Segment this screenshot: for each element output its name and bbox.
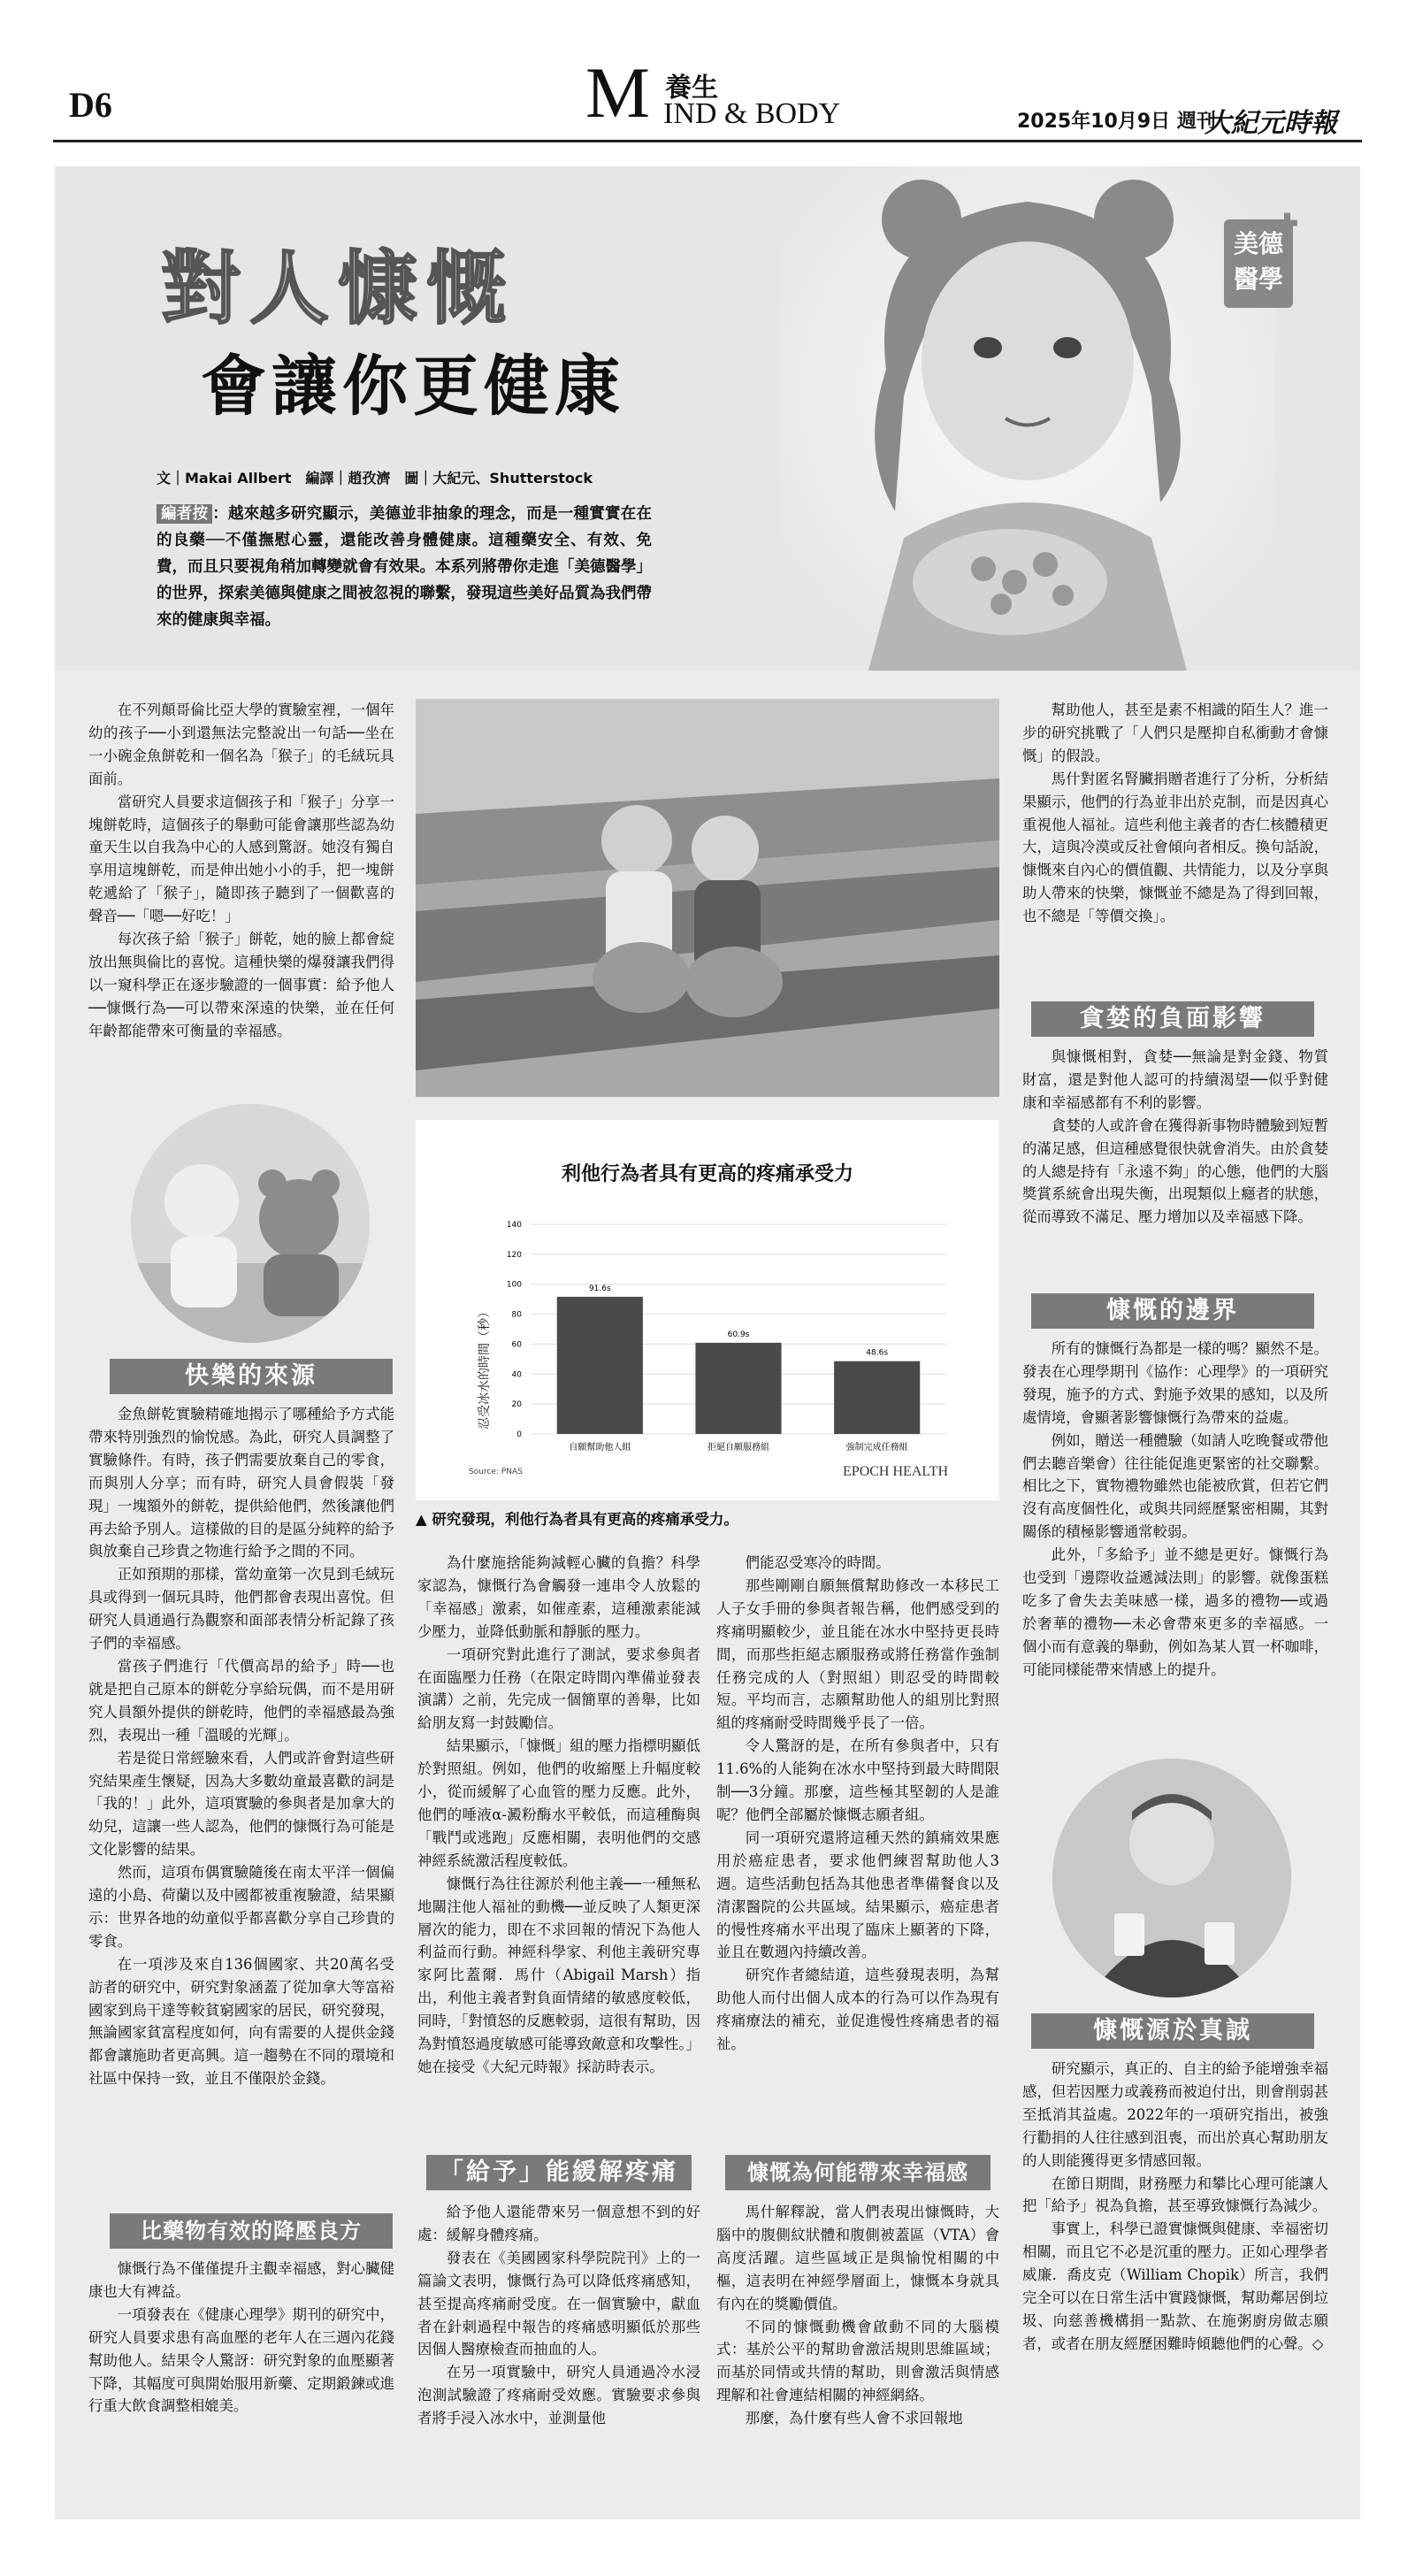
- column-1: [88, 699, 394, 1043]
- heading-greed: 貪婪的負面影響: [1031, 1001, 1314, 1037]
- paragraph: 所有的慷慨行為都是一樣的嗎？顯然不是。發表在心理學期刊《協作：心理學》的一項研究發現，施予的方式、對施予效果的感知，以及所處情境，會顯著影響慷慨行為帶來的益處。: [1022, 1340, 1328, 1426]
- section-bottom: IND & BODY: [663, 97, 841, 130]
- paragraph: 在不列顛哥倫比亞大學的實驗室裡，一個年幼的孩子──小到還無法完整說出一句話──坐在一小碗金魚餅乾和一個名為「猴子」的毛絨玩具面前。: [88, 702, 394, 787]
- paragraph: 正如預期的那樣，當幼童第一次見到毛絨玩具或得到一個玩具時，他們都會表現出喜悅。但研究人員通過行為觀察和面部表情分析記錄了孩子們的幸福感。: [88, 1566, 394, 1652]
- paragraph: 不同的慷慨動機會啟動不同的大腦模式：基於公平的幫助會激活規則思維區域；而基於同情或共情的幫助，則會激活與情感理解和社會連結相關的神經網絡。: [716, 2318, 999, 2404]
- virtue-medicine-badge: [1224, 209, 1298, 308]
- section-top: 養生: [665, 73, 718, 104]
- x-category-label: 自願幫助他人組: [569, 1443, 631, 1453]
- byline: 文｜Makai Allbert 編譯｜趙孜濟 圖｜大紀元、Shutterstock: [157, 470, 593, 487]
- hero-title-line2: 會讓你更健康: [201, 349, 625, 425]
- bar: [557, 1297, 643, 1434]
- bar-value-label: 60.9s: [727, 1330, 750, 1339]
- x-category-label: 拒絕自願服務組: [708, 1443, 769, 1453]
- paragraph: 慷慨行為不僅僅提升主觀幸福感，對心臟健康也大有裨益。: [88, 2260, 394, 2300]
- column-4-c: [1022, 1338, 1328, 1682]
- paragraph: 同一項研究還將這種天然的鎮痛效果應用於癌症患者，要求他們練習幫助他人3週。這些活動包括為其他患者準備餐食以及清潔醫院的公共區域。結果顯示，癌症患者的慢性疼痛水平出現了臨床上顯著的下降，並且在數週內持續改善。: [716, 1828, 999, 1961]
- y-tick-label: 60: [511, 1340, 522, 1350]
- column-1-end: [88, 2258, 394, 2418]
- x-category-label: 強制完成任務組: [845, 1443, 908, 1453]
- paragraph: 在節日期間，財務壓力和攀比心理可能讓人把「給予」視為負擔，甚至導致慷慨行為減少。: [1022, 2174, 1328, 2215]
- paragraph: 在一項涉及來自136個國家、共20萬名受訪者的研究中，研究對象涵蓋了從加拿大等富裕國家到烏干達等較貧窮國家的居民，研究發現，無論國家貧富程度如何，向有需要的人提供金錢都會讓施助者更高興。這一趨勢在不同的環境和社區中保持一致，並且不僅限於金錢。: [88, 1955, 394, 2088]
- paragraph: 研究作者總結道，這些發現表明，為幫助他人而付出個人成本的行為可以作為現有疼痛療法的補充，並促進慢性疼痛患者的福祉。: [716, 1966, 999, 2053]
- column-2-end: [417, 2201, 700, 2430]
- paragraph: 令人驚訝的是，在所有參與者中，只有11.6%的人能夠在冰水中堅持到最大時間限制──3分鐘。那麼，這些極其堅韌的人是誰呢？他們全部屬於慷慨志願者組。: [716, 1737, 999, 1823]
- badge-line1: 美德: [1233, 229, 1283, 258]
- column-1-cont: [88, 1403, 394, 2090]
- chart-brand: EPOCH HEALTH: [843, 1464, 948, 1479]
- heading-blood-pressure: 比藥物有效的降壓良方: [110, 2213, 393, 2249]
- masthead: [0, 0, 1415, 150]
- y-tick-label: 20: [511, 1400, 522, 1410]
- issue-date: 2025年10月9日 週刊: [1017, 111, 1216, 133]
- chart-source: Source: PNAS: [469, 1468, 523, 1476]
- paragraph: 金魚餅乾實驗精確地揭示了哪種給予方式能帶來特別強烈的愉悅感。為此，研究人員調整了實驗條件。有時，孩子們需要放棄自己的零食，而與別人分享；而有時，研究人員會假裝「發現」一塊額外的餅乾，提供給他們，然後讓他們再去給予別人。這樣做的目的是區分純粹的給予與放棄自己珍貴之物進行給予之間的不同。: [88, 1406, 394, 1560]
- paragraph: 結果顯示，「慷慨」組的壓力指標明顯低於對照組。例如，他們的收縮壓上升幅度較小，從而緩解了心血管的壓力反應。此外，他們的唾液α-澱粉酶水平較低，而這種酶與「戰鬥或逃跑」反應相關，表明他們的交感神經系統激活程度較低。: [417, 1737, 700, 1869]
- column-4-b: [1022, 1046, 1328, 1229]
- badge-line2: 醫學: [1233, 264, 1283, 294]
- bar: [695, 1343, 781, 1434]
- paragraph: 發表在《美國國家科學院院刊》上的一篇論文表明，慷慨行為可以降低疼痛感知，甚至提高疼痛耐受度。在一個實驗中，獻血者在針刺過程中報告的疼痛感明顯低於那些因個人醫療檢查而抽血的人。: [417, 2249, 700, 2358]
- paragraph: 那麼，為什麼有些人會不求回報地: [745, 2410, 963, 2427]
- man-coffee-image: [1052, 1759, 1291, 1997]
- child-toy-photo: [131, 1104, 370, 1343]
- heading-sincerity: 慷慨源於真誠: [1031, 2013, 1314, 2049]
- paragraph: 若是從日常經驗來看，人們或許會對這些研究結果產生懷疑，因為大多數幼童最喜歡的詞是「我的！」此外，這項實驗的參與者是加拿大的幼兒，這讓一些人認為，他們的慷慨行為可能是文化影響的結果。: [88, 1749, 394, 1859]
- page-number: D6: [69, 85, 112, 125]
- column-3-end: [716, 2201, 999, 2430]
- paragraph: 在另一項實驗中，研究人員通過冷水浸泡測試驗證了疼痛耐受效應。實驗要求參與者將手浸入冰水中，並測量他: [417, 2364, 700, 2427]
- chart-svg: [416, 1120, 999, 1500]
- paper-name: 大紀元時報: [1205, 108, 1337, 139]
- heading-source-of-joy: 快樂的來源: [110, 1359, 393, 1394]
- paragraph: 然而，這項布偶實驗隨後在南太平洋一個偏遠的小島、荷蘭以及中國都被重複驗證，結果顯示：世界各地的幼童似乎都喜歡分享自己珍貴的零食。: [88, 1864, 394, 1950]
- masthead-rule: [53, 140, 1362, 142]
- column-2: [417, 1552, 700, 2079]
- y-tick-label: 100: [506, 1280, 522, 1290]
- section-logo: [585, 52, 877, 133]
- column-4-end: [1022, 2058, 1328, 2356]
- paragraph: 們能忍受寒冷的時間。: [745, 1554, 891, 1571]
- heading-pain-relief: 「給予」能緩解疼痛: [426, 2155, 692, 2190]
- paragraph: 幫助他人，甚至是素不相識的陌生人？進一步的研究挑戰了「人們只是壓抑自私衝動才會慷慨」的假設。: [1022, 702, 1328, 764]
- hero-illustration: [780, 166, 1275, 671]
- paragraph: 一項研究對此進行了測試，要求參與者在面臨壓力任務（在限定時間內準備並發表演講）之前，先完成一個簡單的善舉，比如給朋友寫一封鼓勵信。: [417, 1645, 700, 1732]
- hero-section: [55, 166, 1360, 671]
- paragraph: 那些剛剛自願無償幫助修改一本移民工人子女手冊的參與者報告稱，他們感受到的疼痛明顯較少，並且能在冰水中堅持更長時間，而那些拒絕志願服務或將任務當作強制任務完成的人（對照組）則忍受的時間較短。平均而言，志願幫助他人的組別比對照組的疼痛耐受時間幾乎長了一倍。: [716, 1576, 999, 1732]
- editor-note-text: ：越來越多研究顯示，美德並非抽象的理念，而是一種實實在在的良藥──不僅撫慰心靈，還能改善身體健康。這種藥安全、有效、免費，而且只要視角稍加轉變就會有效果。本系列將帶你走進「美德醫學」的世界，探索美德與健康之間被忽視的聯繫，發現這些美好品質為我們帶來的健康與幸福。: [157, 505, 652, 629]
- heading-why-happiness: 慷慨為何能帶來幸福感: [725, 2155, 990, 2190]
- paragraph: 當孩子們進行「代價高昂的給予」時──也就是把自己原本的餅乾分享給玩偶，而不是用研究人員額外提供的餅乾時，他們的幸福感最為強烈，表現出一種「溫暖的光輝」。: [88, 1657, 394, 1744]
- column-3: [716, 1552, 999, 2056]
- y-tick-label: 120: [506, 1250, 522, 1260]
- strawberry-field-image: [416, 699, 999, 1097]
- paragraph: 一項發表在《健康心理學》期刊的研究中，研究人員要求患有高血壓的老年人在三週內花錢幫助他人。結果令人驚訝：研究對象的血壓顯著下降，其幅度可與開始服用新藥、定期鍛鍊或進行重大飲食調整相媲美。: [88, 2305, 394, 2415]
- bar-value-label: 91.6s: [588, 1284, 611, 1293]
- paragraph: 與慷慨相對，貪婪──無論是對金錢、物質財富，還是對他人認可的持續渴望──似乎對健康和幸福感都有不利的影響。: [1022, 1048, 1328, 1111]
- chart-caption: ▲ 研究發現，利他行為者具有更高的疼痛承受力。: [416, 1511, 738, 1528]
- column-4: [1022, 699, 1328, 928]
- y-axis-label: 忍受冰水的時間（秒）: [478, 1306, 492, 1430]
- hero-title-line1: 對人慷慨: [161, 242, 515, 335]
- y-tick-label: 80: [511, 1310, 522, 1320]
- paragraph: 慷慨行為往往源於利他主義──一種無私地關注他人福祉的動機──並反映了人類更深層次的能力，即在不求回報的情況下為他人利益而行動。神經科學家、利他主義研究專家阿比蓋爾．馬什（Abigail Marsh）指出，利他主義者對負面情緒的敏感度較低，同時，「對憤怒的反應較弱，這很有幫助，因為對憤怒過度敏感可能導致敵意和攻擊性。」她在接受《大紀元時報》採訪時表示。: [417, 1874, 700, 2075]
- y-tick-label: 0: [516, 1430, 522, 1439]
- man-coffee-photo: [1052, 1759, 1291, 1997]
- paragraph: 馬什對匿名腎臟捐贈者進行了分析，分析結果顯示，他們的行為並非出於克制，而是因真心重視他人福祉。這些利他主義者的杏仁核體積更大，這與冷漠或反社會傾向者相反。換句話說，慷慨來自內心的價值觀、共情能力，以及分享與助人帶來的快樂，慷慨並不總是為了得到回報，也不總是「等價交換」。: [1022, 770, 1328, 925]
- bar: [834, 1361, 920, 1434]
- editor-tag: 編者按: [157, 504, 212, 524]
- strawberry-field-photo: [416, 699, 999, 1097]
- paragraph: 貪婪的人或許會在獲得新事物時體驗到短暫的滿足感，但這種感覺很快就會消失。由於貪婪的人總是持有「永遠不夠」的心態，他們的大腦獎賞系統會出現失衡，出現類似上癮者的狀態，從而導致不滿足、壓力增加以及幸福感下降。: [1022, 1116, 1328, 1226]
- paragraph: 此外，「多給予」並不總是更好。慷慨行為也受到「邊際收益遞減法則」的影響。就像蛋糕吃多了會失去美味感一樣，過多的禮物──或過於奢華的禮物──未必會帶來更多的幸福感。一個小而有意義的舉動，例如為某人買一杯咖啡，可能同樣能帶來情感上的提升。: [1022, 1546, 1328, 1678]
- chart-panel: [416, 1120, 999, 1500]
- paragraph: 為什麼施捨能夠減輕心臟的負擔？科學家認為，慷慨行為會觸發一連串令人放鬆的「幸福感」激素，如催產素，這種激素能減少壓力，並降低動脈和靜脈的壓力。: [417, 1554, 700, 1640]
- plus-icon: ✚: [1275, 209, 1298, 240]
- section-letter-m: M: [585, 52, 650, 133]
- paragraph: 例如，贈送一種體驗（如請人吃晚餐或帶他們去聽音樂會）往往能促進更緊密的社交聯繫。相比之下，實物禮物雖然也能被欣賞，但若它們沒有高度個性化，或與共同經歷緊密相關，其對關係的積極影響通常較弱。: [1022, 1431, 1328, 1541]
- paragraph: 當研究人員要求這個孩子和「猴子」分享一塊餅乾時，這個孩子的舉動可能會讓那些認為幼童天生以自我為中心的人感到驚訝。她沒有獨自享用這塊餅乾，而是伸出她小小的手，把一塊餅乾遞給了「猴子」，隨即孩子聽到了一個歡喜的聲音──「嗯──好吃！」: [88, 793, 394, 925]
- heading-boundaries: 慷慨的邊界: [1031, 1293, 1314, 1329]
- paragraph: 馬什解釋說，當人們表現出慷慨時，大腦中的腹側紋狀體和腹側被蓋區（VTA）會高度活躍。這些區域正是與愉悅相關的中樞，這表明在神經學層面上，慷慨本身就具有內在的獎勵價值。: [716, 2204, 999, 2312]
- paragraph: 每次孩子給「猴子」餅乾，她的臉上都會綻放出無與倫比的喜悅。這種快樂的爆發讓我們得以一窺科學正在逐步驗證的一個事實：給予他人──慷慨行為──可以帶來深遠的快樂，並在任何年齡都能帶來可衡量的幸福感。: [88, 931, 394, 1039]
- paragraph: 給予他人還能帶來另一個意想不到的好處：緩解身體疼痛。: [417, 2204, 700, 2243]
- paragraph: 事實上，科學已證實慷慨與健康、幸福密切相關，而且它不必是沉重的壓力。正如心理學者威廉．喬皮克（William Chopik）所言，我們完全可以在日常生活中實踐慷慨，幫助鄰居倒垃圾、向慈善機構捐一點款、在施粥廚房做志願者，或者在朋友經歷困難時傾聽他們的心聲。◇: [1022, 2220, 1328, 2352]
- y-tick-label: 40: [511, 1370, 522, 1380]
- bar-value-label: 48.6s: [866, 1348, 889, 1358]
- chart-title: 利他行為者具有更高的疼痛承受力: [561, 1163, 853, 1185]
- editor-note: [157, 501, 652, 633]
- y-tick-label: 140: [506, 1221, 522, 1230]
- child-toy-image: [131, 1104, 370, 1343]
- paragraph: 研究顯示，真正的、自主的給予能增強幸福感，但若因壓力或義務而被迫付出，則會削弱甚至抵消其益處。2022年的一項研究指出，被強行勸捐的人往往感到沮喪，而出於真心幫助朋友的人則能獲得更多情感回報。: [1022, 2060, 1328, 2169]
